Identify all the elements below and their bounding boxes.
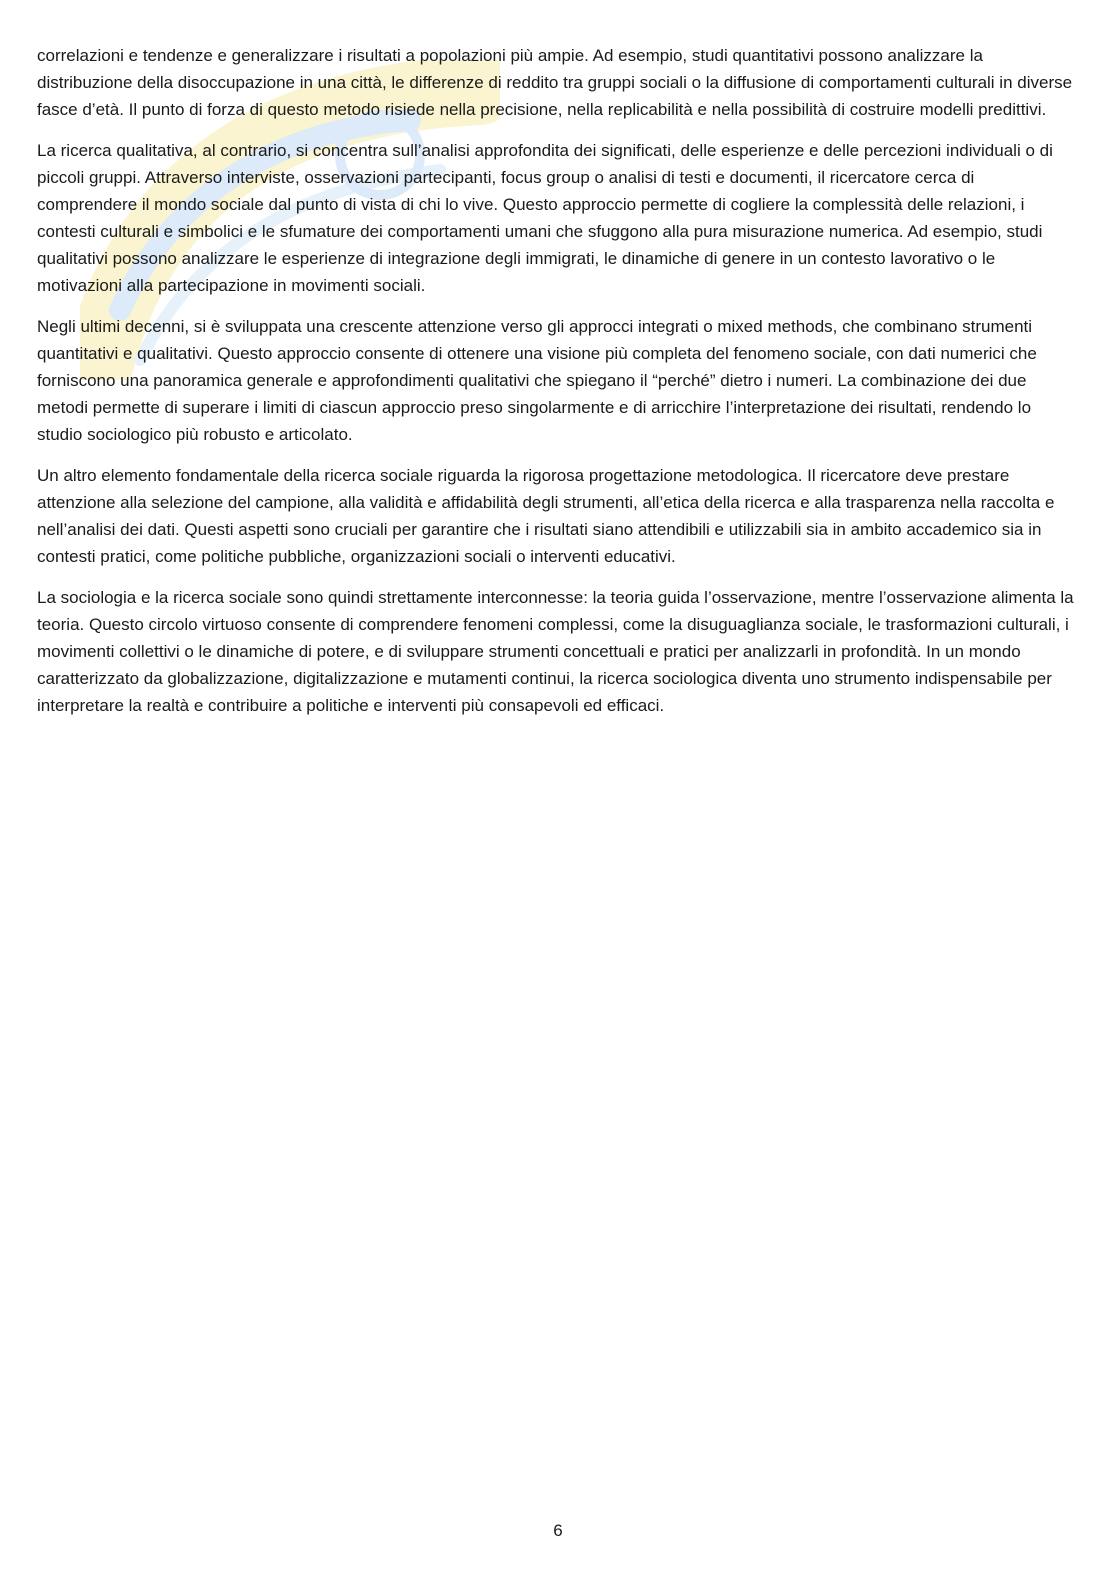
paragraph-5: La sociologia e la ricerca sociale sono quindi strettamente interconnesse: la teoria guida l’osservazione, mentre l’osservazione alimenta la teoria. Questo circolo virtuoso consente di comprendere fenomeni complessi, come la disuguaglianza sociale, le trasformazioni culturali, i movimenti collettivi o le dinamiche di potere, e di sviluppare strumenti concettuali e pratici per analizzarli in profondità. In un mondo caratterizzato da globalizzazione, digitalizzazione e mutamenti continui, la ricerca sociologica diventa uno strumento indispensabile per interpretare la realtà e contribuire a politiche e interventi più consapevoli ed efficaci. xyxy=(37,588,1074,715)
page-body xyxy=(37,42,1077,733)
paragraph-3: Negli ultimi decenni, si è sviluppata una crescente attenzione verso gli approcci integrati o mixed methods, che combinano strumenti quantitativi e qualitativi. Questo approccio consente di ottenere una visione più completa del fenomeno sociale, con dati numerici che forniscono una panoramica generale e approfondimenti qualitativi che spiegano il “perché” dietro i numeri. La combinazione dei due metodi permette di superare i limiti di ciascun approccio preso singolarmente e di arricchire l’interpretazione dei risultati, rendendo lo studio sociologico più robusto e articolato. xyxy=(37,317,1037,444)
paragraph-2: La ricerca qualitativa, al contrario, si concentra sull’analisi approfondita dei significati, delle esperienze e delle percezioni individuali o di piccoli gruppi. Attraverso interviste, osservazioni partecipanti, focus group o analisi di testi e documenti, il ricercatore cerca di comprendere il mondo sociale dal punto di vista di chi lo vive. Questo approccio permette di cogliere la complessità delle relazioni, i contesti culturali e simbolici e le sfumature dei comportamenti umani che sfuggono alla pura misurazione numerica. Ad esempio, studi qualitativi possono analizzare le esperienze di integrazione degli immigrati, le dinamiche di genere in un contesto lavorativo o le motivazioni alla partecipazione in movimenti sociali. xyxy=(37,141,1053,295)
paragraph-1: correlazioni e tendenze e generalizzare i risultati a popolazioni più ampie. Ad esempio, studi quantitativi possono analizzare la distribuzione della disoccupazione in una città, le differenze di reddito tra gruppi sociali o la diffusione di comportamenti culturali in diverse fasce d’età. Il punto di forza di questo metodo risiede nella precisione, nella replicabilità e nella possibilità di costruire modelli predittivi. xyxy=(37,46,1073,119)
paragraph-4: Un altro elemento fondamentale della ricerca sociale riguarda la rigorosa progettazione metodologica. Il ricercatore deve prestare attenzione alla selezione del campione, alla validità e affidabilità degli strumenti, all’etica della ricerca e alla trasparenza nella raccolta e nell’analisi dei dati. Questi aspetti sono cruciali per garantire che i risultati siano attendibili e utilizzabili sia in ambito accademico sia in contesti pratici, come politiche pubbliche, organizzazioni sociali o interventi educativi. xyxy=(37,466,1055,566)
page-number: 6 xyxy=(553,1521,563,1540)
